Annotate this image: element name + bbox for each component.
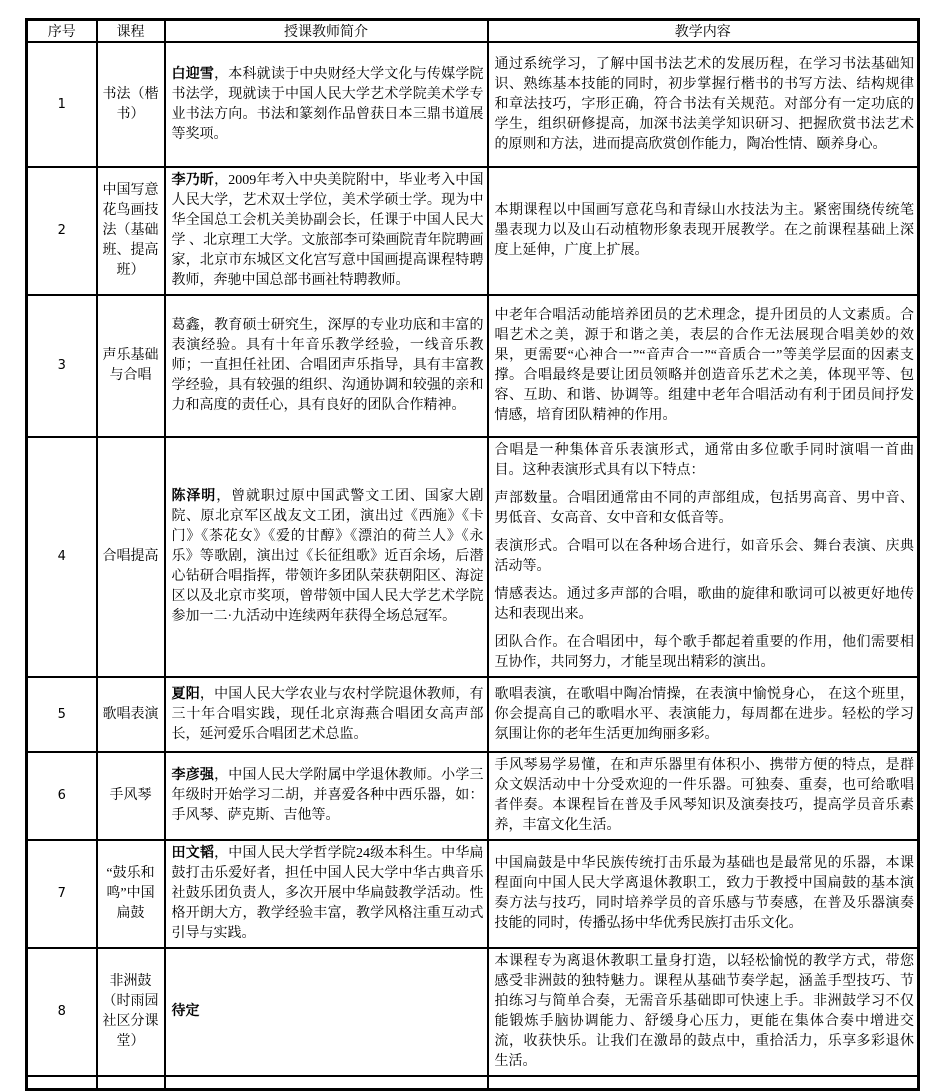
- teaching-content-paragraph: 歌唱表演，在歌唱中陶冶情操，在表演中愉悦身心， 在这个班里，你会提高自己的歌唱水平、表演能力，每周都在进步。轻松的学习氛围让你的老年生活更加绚丽多彩。: [494, 686, 914, 742]
- course-name-cell: 中国写意花鸟画技法（基础班、提高班）: [97, 167, 165, 295]
- teacher-intro-cell: [165, 677, 488, 752]
- teacher-intro-cell: [165, 840, 488, 948]
- empty-cell: [488, 1076, 919, 1089]
- course-name-cell: 声乐基础与合唱: [97, 295, 165, 437]
- table-row: [27, 167, 919, 295]
- course-name-cell: “鼓乐和鸣”中国扁鼓: [97, 840, 165, 948]
- teaching-content-cell: [488, 840, 919, 948]
- row-number-cell: 7: [27, 840, 97, 948]
- teacher-name: 田文韬: [171, 846, 215, 861]
- course-name-cell: 合唱提高: [97, 437, 165, 677]
- table-row: [27, 948, 919, 1076]
- teaching-content-paragraph: 通过系统学习，了解中国书法艺术的发展历程，在学习书法基础知识、熟练基本技能的同时，初步掌握行楷书的书写方法、结构规律和章法技巧，字形正确，符合书法有关规范。对部分有一定功底的学生，组织研修提高，加深书法美学知识研习、把握欣赏书法艺术的原则和方法，进而提高欣赏创作能力，陶冶性情、颐养身心。: [494, 56, 914, 152]
- teacher-intro-cell: [165, 948, 488, 1076]
- table-row: [27, 42, 919, 167]
- row-number-cell: 8: [27, 948, 97, 1076]
- table-row: [27, 295, 919, 437]
- teaching-content-cell: [488, 752, 919, 840]
- teacher-intro-cell: [165, 752, 488, 840]
- teacher-bio-text: ，中国人民大学附属中学退休教师。小学三年级时开始学习二胡，并喜爱各种中西乐器，如：手风琴、萨克斯、吉他等。: [171, 768, 484, 823]
- row-number-cell: 1: [27, 42, 97, 167]
- teaching-content-paragraph: 表演形式。合唱可以在各种场合进行，如音乐会、舞台表演、庆典活动等。: [494, 539, 914, 574]
- teaching-content-paragraph: 合唱是一种集体音乐表演形式，通常由多位歌手同时演唱一首曲目。这种表演形式具有以下特点：: [494, 443, 914, 478]
- teacher-name: 李乃昕: [171, 173, 215, 188]
- table-row-partial: [27, 1076, 919, 1089]
- table-header-row: [27, 20, 919, 43]
- teacher-bio-text: ，中国人民大学农业与农村学院退休教师，有三十年合唱实践，现任北京海燕合唱团女高声部长，延河爱乐合唱团艺术总监。: [171, 686, 484, 742]
- teaching-content-paragraph: 中老年合唱活动能培养团员的艺术理念，提升团员的人文素质。合唱艺术之美，源于和谐之美，表层的合作无法展现合唱美妙的效果，更需要“心神合一”“音声合一”“音质合一”等美学层面的因素支撑。合唱最终是要让团员领略并创造音乐艺术之美，体现平等、包容、互助、和谐、协调等。组建中老年合唱活动有利于团员间抒发情感，培育团队精神的作用。: [494, 308, 914, 423]
- course-name-cell: 非洲鼓（时雨园社区分课堂）: [97, 948, 165, 1076]
- teaching-content-cell: [488, 295, 919, 437]
- teacher-bio-text: ，本科就读于中央财经大学文化与传媒学院书法学，现就读于中国人民大学艺术学院美术学专业书法方向。书法和篆刻作品曾获日本三鼎书道展等奖项。: [171, 66, 484, 142]
- teaching-content-paragraph: 中国扁鼓是中华民族传统打击乐最为基础也是最常见的乐器，本课程面向中国人民大学离退休教职工，致力于教授中国扁鼓的基本演奏方法与技巧，同时培养学员的音乐感与节奏感，在普及乐器演奏技能的同时，传播弘扬中华优秀民族打击乐文化。: [494, 856, 914, 931]
- teacher-intro-cell: [165, 295, 488, 437]
- course-schedule-table: [25, 18, 920, 1091]
- teacher-bio-text: ，中国人民大学哲学院24级本科生。中华扁鼓打击乐爱好者，担任中国人民大学中华古典音乐社鼓乐团负责人，多次开展中华扁鼓教学活动。性格开朗大方，教学经验丰富，教学风格注重互动式引导与实践。: [171, 846, 484, 941]
- empty-cell: [27, 1076, 97, 1089]
- teacher-intro-cell: [165, 167, 488, 295]
- teacher-name: 夏阳: [171, 686, 200, 702]
- row-number-cell: 3: [27, 295, 97, 437]
- teacher-bio-text: 葛鑫，教育硕士研究生，深厚的专业功底和丰富的表演经验。具有十年音乐教学经验，一线音乐教师；一直担任社团、合唱团声乐指导，具有丰富教学经验，具有较强的组织、沟通协调和较强的亲和力和高度的责任心，具有良好的团队合作精神。: [171, 318, 484, 413]
- column-header: 教学内容: [488, 20, 919, 43]
- column-header: 课程: [97, 20, 165, 43]
- teaching-content-cell: [488, 167, 919, 295]
- teacher-name: 白迎雪: [171, 66, 215, 82]
- teaching-content-paragraph: 手风琴易学易懂，在和声乐器里有体积小、携带方便的特点，是群众文娱活动中十分受欢迎的一件乐器。可独奏、重奏，也可给歌唱者伴奏。本课程旨在普及手风琴知识及演奏技巧，提高学员音乐素养，丰富文化生活。: [494, 758, 914, 833]
- teacher-name: 李彦强: [171, 768, 215, 783]
- empty-cell: [165, 1076, 488, 1089]
- row-number-cell: 2: [27, 167, 97, 295]
- teacher-bio-text: ，曾就职过原中国武警文工团、国家大剧院、原北京军区战友文工团，演出过《西施》《卡门》《茶花女》《爱的甘醇》《漂泊的荷兰人》《永乐》等歌剧，演出过《长征组歌》近百余场，后潜心钻研合唱指挥，带领许多团队荣获朝阳区、海淀区以及北京市奖项，曾带领中国人民大学艺术学院参加一二·九活动中连续两年获得全场总冠军。: [171, 489, 484, 624]
- row-number-cell: 6: [27, 752, 97, 840]
- course-name-cell: 手风琴: [97, 752, 165, 840]
- teaching-content-paragraph: 团队合作。在合唱团中，每个歌手都起着重要的作用，他们需要相互协作，共同努力，才能呈现出精彩的演出。: [494, 635, 914, 670]
- teacher-name: 待定: [171, 1004, 200, 1019]
- table-row: [27, 752, 919, 840]
- table-row: [27, 677, 919, 752]
- empty-cell: [97, 1076, 165, 1089]
- course-name-cell: 书法（楷书）: [97, 42, 165, 167]
- teaching-content-cell: [488, 948, 919, 1076]
- teaching-content-cell: [488, 42, 919, 167]
- teacher-bio-text: ，2009年考入中央美院附中，毕业考入中国人民大学，艺术双士学位，美术学硕士学。现为中华全国总工会机关美协副会长，任课于中国人民大学 、北京理工大学。文旅部李可染画院青年院聘画家，北京市东城区文化宫写意中国画提高课程特聘教师，奔驰中国总部书画社特聘教师。: [171, 173, 484, 288]
- table-row: [27, 840, 919, 948]
- teaching-content-paragraph: 情感表达。通过多声部的合唱，歌曲的旋律和歌词可以被更好地传达和表现出来。: [494, 587, 914, 622]
- teaching-content-paragraph: 声部数量。合唱团通常由不同的声部组成，包括男高音、男中音、男低音、女高音、女中音和女低音等。: [494, 491, 914, 526]
- teacher-name: 陈泽明: [171, 489, 217, 504]
- column-header: 序号: [27, 20, 97, 43]
- column-header: 授课教师简介: [165, 20, 488, 43]
- teaching-content-paragraph: 本课程专为离退休教职工量身打造，以轻松愉悦的教学方式，带您感受非洲鼓的独特魅力。课程从基础节奏学起，涵盖手型技巧、节拍练习与简单合奏，无需音乐基础即可快速上手。非洲鼓学习不仅能锻炼手脑协调能力、舒缓身心压力，更能在集体合奏中增进交流，收获快乐。让我们在激昂的鼓点中，重拾活力，乐享多彩退休生活。: [494, 954, 914, 1069]
- teaching-content-cell: [488, 437, 919, 677]
- course-name-cell: 歌唱表演: [97, 677, 165, 752]
- teacher-intro-cell: [165, 437, 488, 677]
- teaching-content-cell: [488, 677, 919, 752]
- teacher-intro-cell: [165, 42, 488, 167]
- row-number-cell: 4: [27, 437, 97, 677]
- teaching-content-paragraph: 本期课程以中国画写意花鸟和青绿山水技法为主。紧密围绕传统笔墨表现力以及山石动植物形象表现开展教学。在之前课程基础上深度上延伸，广度上扩展。: [494, 203, 914, 258]
- table-row: [27, 437, 919, 677]
- row-number-cell: 5: [27, 677, 97, 752]
